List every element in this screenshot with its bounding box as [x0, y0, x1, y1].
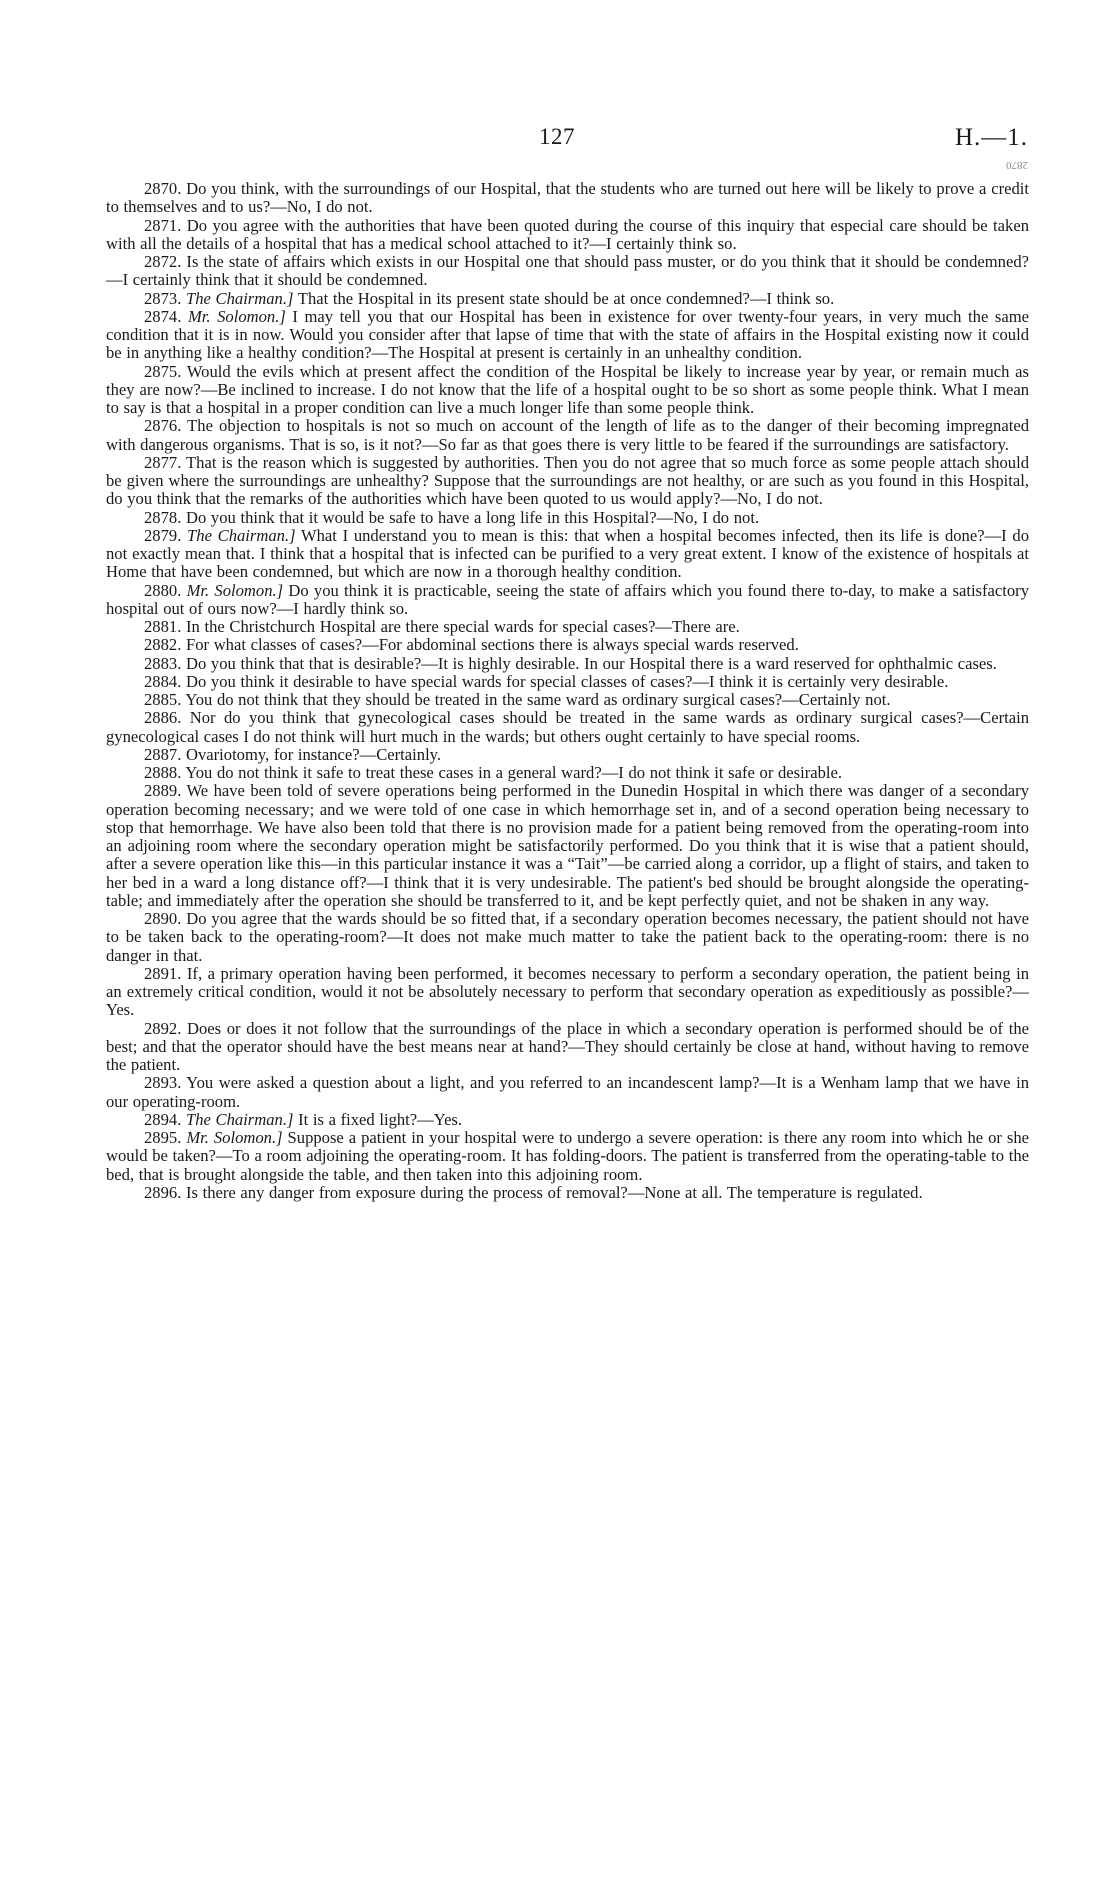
- paragraph-2873: [106, 290, 1029, 308]
- question-number: 2892.: [144, 1018, 182, 1038]
- speaker-label: Mr. Solomon.]: [186, 580, 284, 600]
- paragraph-2896: [106, 1184, 1029, 1202]
- speaker-label: The Chairman.]: [187, 525, 296, 545]
- question-number: 2896.: [144, 1182, 182, 1202]
- paragraph-2872: [106, 253, 1029, 290]
- stamp-mark: 2870: [1006, 159, 1028, 171]
- paragraph-text: You were asked a question about a light, and you referred to an incandescent lamp?—It is a Wenham lamp that we have in our operating-room.: [106, 1073, 1029, 1111]
- question-number: 2888.: [144, 763, 182, 782]
- paragraph-text: In the Christchurch Hospital are there special wards for special cases?—There are.: [181, 617, 740, 636]
- paragraph-2892: [106, 1020, 1029, 1075]
- paragraph-text: That the Hospital in its present state should be at once condemned?—I think so.: [293, 288, 835, 308]
- question-number: 2887.: [144, 744, 182, 764]
- paragraph-2875: [106, 363, 1029, 418]
- paragraph-2889: [106, 782, 1029, 910]
- paragraph-text: Do you think that it would be safe to have a long life in this Hospital?—No, I do not.: [181, 507, 760, 527]
- paragraph-text: We have been told of severe operations being performed in the Dunedin Hospital in which there was danger of a secondary operation becoming necessary; and we were told of one case in which hemorrhage set in, and of a second operation being necessary to stop that hemorrhage. We have also been told that there is no provision made for a patient being removed from the operating-room into an adjoining room where the secondary operation might be satisfactorily performed. Do you think that it is wise that a patient should, after a severe operation like this—in this particular instance it was a “Tait”—be carried along a corridor, up a flight of stairs, and taken to her bed in a ward a long distance off?—I think that it is very undesirable. The patient's bed should be brought alongside the operating-table; and immediately after the operation she should be transferred to it, and be kept perfectly quiet, and not be shaken in any way.: [106, 781, 1029, 910]
- paragraph-text: You do not think it safe to treat these cases in a general ward?—I do not think it safe or desirable.: [181, 763, 843, 782]
- paragraph-2874: [106, 308, 1029, 363]
- paragraph-text: That is the reason which is suggested by authorities. Then you do not agree that so much force as some people attach should be given where the surroundings are unhealthy? Suppose that the surroundings are not healthy, or are such as you found in this Hospital, do you think that the remarks of the authorities which have been quoted to us would apply?—No, I do not.: [106, 452, 1029, 509]
- paragraph-text: Do you think it is practicable, seeing the state of affairs which you found there to-day, to make a satisfactory hospital out of ours now?—I hardly think so.: [106, 580, 1029, 618]
- paragraph-2895: [106, 1129, 1029, 1184]
- paragraph-2876: [106, 417, 1029, 454]
- speaker-label: Mr. Solomon.]: [186, 1128, 283, 1147]
- paragraph-2883: [106, 655, 1029, 673]
- question-number: 2889.: [144, 781, 182, 801]
- paragraph-2893: [106, 1074, 1029, 1111]
- paragraph-text: Do you think that that is desirable?—It is highly desirable. In our Hospital there is a ward reserved for ophthalmic cases.: [181, 653, 997, 673]
- paragraph-2887: [106, 746, 1029, 764]
- question-number: 2877.: [144, 452, 182, 472]
- question-number: 2894.: [144, 1109, 182, 1129]
- paragraph-text: If, a primary operation having been performed, it becomes necessary to perform a secondary operation, the patient being in an extremely critical condition, would it not be absolutely necessary to perform that secondary operation as expeditiously as possible?—Yes.: [106, 963, 1029, 1020]
- paragraph-2877: [106, 454, 1029, 509]
- paragraph-2878: [106, 509, 1029, 527]
- question-number: 2895.: [144, 1128, 182, 1147]
- paragraph-2870: [106, 180, 1029, 217]
- paragraph-text: It is a fixed light?—Yes.: [293, 1109, 463, 1129]
- speaker-label: The Chairman.]: [186, 1109, 294, 1129]
- question-number: 2891.: [144, 963, 182, 983]
- question-number: 2874.: [144, 306, 182, 326]
- paragraph-2871: [106, 217, 1029, 254]
- speaker-label: The Chairman.]: [186, 288, 294, 308]
- paragraph-2890: [106, 910, 1029, 965]
- page-number: 127: [539, 124, 575, 149]
- question-number: 2880.: [144, 580, 182, 600]
- paragraph-text: I may tell you that our Hospital has been in existence for over twenty-four years, in very much the same condition that it is in now. Would you consider after that lapse of time that with the state of affairs in the Hospital existing now it could be in anything like a healthy condition?—The Hospital at present is certainly in an unhealthy condition.: [106, 306, 1030, 363]
- question-number: 2879.: [144, 525, 182, 545]
- speaker-label: Mr. Solomon.]: [187, 306, 286, 326]
- paragraph-2891: [106, 965, 1029, 1020]
- question-number: 2871.: [144, 215, 182, 235]
- paragraph-2886: [106, 709, 1029, 746]
- paragraph-2880: [106, 582, 1029, 619]
- paragraph-text: Do you think it desirable to have special wards for special classes of cases?—I think it is certainly very desirable.: [181, 671, 949, 691]
- question-number: 2886.: [144, 708, 182, 728]
- paragraph-text: Suppose a patient in your hospital were to undergo a severe operation: is there any room into which he or she would be taken?—To a room adjoining the operating-room. It has folding-doors. The patient is transferred from the operating-table to the bed, that is brought alongside the table, and then taken into this adjoining room.: [106, 1128, 1030, 1184]
- question-number: 2875.: [144, 361, 182, 381]
- paragraph-text: You do not think that they should be treated in the same ward as ordinary surgical cases?—Certainly not.: [181, 690, 891, 709]
- paragraph-text: Does or does it not follow that the surroundings of the place in which a secondary operation is performed should be of the best; and that the operator should have the best means near at hand?—They should certainly be close at hand, without having to remove the patient.: [106, 1018, 1029, 1074]
- paragraph-text: Do you think, with the surroundings of our Hospital, that the students who are turned out here will be likely to prove a credit to themselves and to us?—No, I do not.: [106, 179, 1029, 217]
- paragraph-text: For what classes of cases?—For abdominal sections there is always special wards reserved.: [181, 635, 799, 655]
- question-number: 2882.: [144, 635, 182, 655]
- question-number: 2893.: [144, 1073, 182, 1093]
- paragraph-text: Do you agree with the authorities that have been quoted during the course of this inquiry that especial care should be taken with all the details of a hospital that has a medical school attached to it?—I certainly think so.: [106, 215, 1029, 253]
- paragraph-2894: [106, 1111, 1029, 1129]
- question-number: 2883.: [144, 653, 182, 673]
- paragraph-2882: [106, 636, 1029, 654]
- question-number: 2884.: [144, 671, 182, 691]
- paragraph-2884: [106, 673, 1029, 691]
- question-number: 2872.: [144, 252, 182, 271]
- paragraph-text: Is the state of affairs which exists in our Hospital one that should pass muster, or do you think that it should be condemned?—I certainly think that it should be condemned.: [106, 252, 1029, 290]
- paragraph-2888: [106, 764, 1029, 782]
- paragraph-text: Do you agree that the wards should be so fitted that, if a secondary operation becomes necessary, the patient should not have to be taken back to the operating-room?—It does not make much matter to take the patient back to the operating-room: there is no danger in that.: [106, 909, 1029, 965]
- question-number: 2873.: [144, 288, 182, 308]
- paragraph-text: Ovariotomy, for instance?—Certainly.: [181, 744, 442, 764]
- paragraph-text: Nor do you think that gynecological cases should be treated in the same wards as ordinary surgical cases?—Certain gynecological cases I do not think will hurt much in the wards; but others ought certainly to have special rooms.: [106, 708, 1029, 746]
- paragraph-2881: [106, 618, 1029, 636]
- evidence-body: [106, 180, 1029, 1202]
- paragraph-text: What I understand you to mean is this: that when a hospital becomes infected, then its life is done?—I do not exactly mean that. I think that a hospital that is infected can be purified to a very great extent. I know of the existence of hospitals at Home that have been condemned, but which are now in a thorough healthy condition.: [106, 525, 1029, 582]
- paragraph-text: The objection to hospitals is not so much on account of the length of life as to the danger of their becoming impregnated with dangerous organisms. That is so, is it not?—So far as that goes there is very little to be feared if the surroundings are satisfactory.: [106, 416, 1029, 454]
- question-number: 2890.: [144, 909, 182, 928]
- paragraph-2879: [106, 527, 1029, 582]
- question-number: 2870.: [144, 179, 182, 198]
- report-code: H.—1.: [954, 124, 1028, 151]
- paragraph-text: Would the evils which at present affect the condition of the Hospital be likely to increase year by year, or remain much as they are now?—Be inclined to increase. I do not know that the life of a hospital ought to be so short as some people think. What I mean to say is that a hospital in a proper condition can live a much longer life than some people think.: [106, 361, 1029, 417]
- question-number: 2878.: [144, 507, 182, 527]
- paragraph-text: Is there any danger from exposure during the process of removal?—None at all. The temperature is regulated.: [181, 1182, 923, 1202]
- question-number: 2881.: [144, 617, 182, 636]
- paragraph-2885: [106, 691, 1029, 709]
- question-number: 2876.: [144, 416, 182, 436]
- question-number: 2885.: [144, 690, 182, 709]
